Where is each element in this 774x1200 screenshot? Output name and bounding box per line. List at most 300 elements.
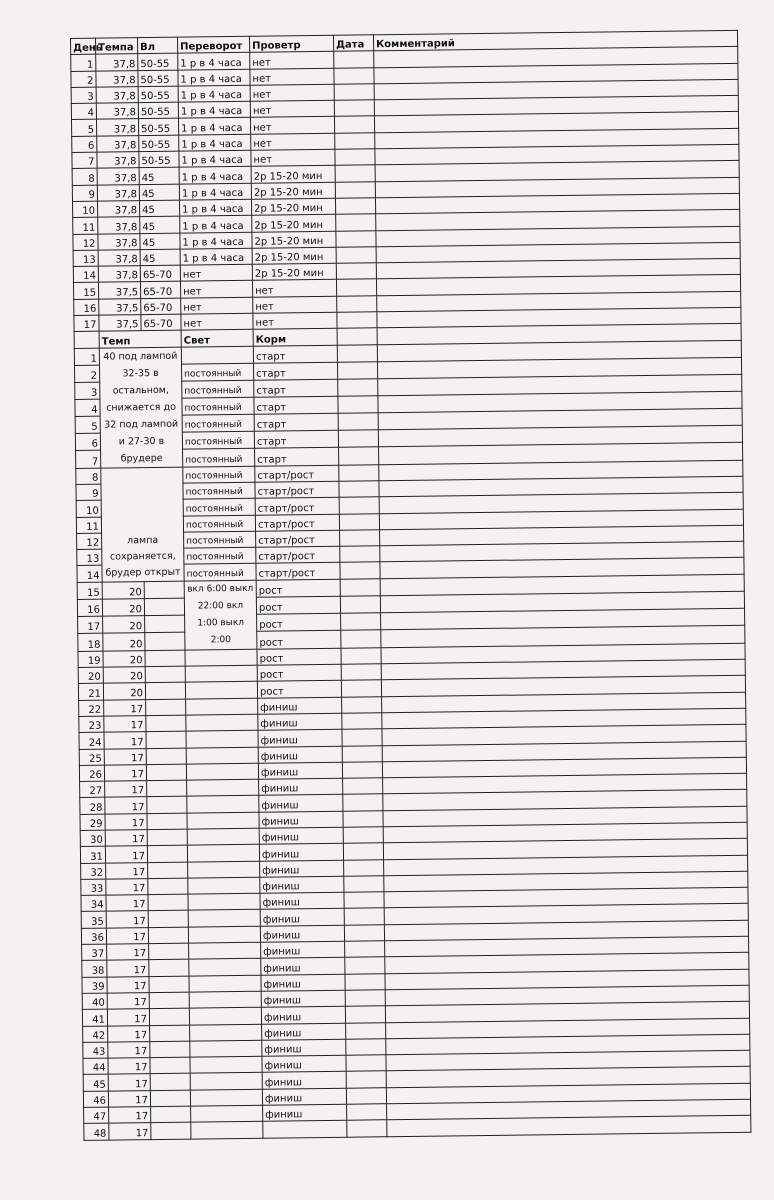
temp-cell: 37,8 <box>97 135 139 152</box>
light-cell <box>181 346 253 364</box>
day-cell: 2 <box>71 71 96 88</box>
date-cell <box>336 279 376 296</box>
date-cell <box>337 344 377 362</box>
humidity-cell: 65-70 <box>141 298 181 315</box>
day-cell: 19 <box>78 651 103 668</box>
date-cell <box>346 1087 386 1104</box>
light-cell <box>191 1105 263 1122</box>
day-cell: 33 <box>81 879 106 896</box>
turn-cell: 1 р в 4 часа <box>178 101 250 118</box>
day-cell: 15 <box>73 283 98 300</box>
blank-cell <box>149 943 189 960</box>
temp-cell: 37,8 <box>96 87 138 104</box>
humidity-cell: 50-55 <box>139 135 179 152</box>
day-cell: 23 <box>79 716 104 733</box>
blank-cell <box>144 581 184 599</box>
date-cell <box>344 908 384 925</box>
humidity-cell: 45 <box>140 233 180 250</box>
blank-cell <box>149 976 189 993</box>
humidity-cell: 50-55 <box>138 70 178 87</box>
temp-cell: 37,5 <box>98 282 140 299</box>
date-cell <box>340 546 380 563</box>
feed-cell: старт <box>254 379 338 397</box>
vent-cell: нет <box>251 149 335 166</box>
turn-cell: 1 р в 4 часа <box>178 85 250 102</box>
temp-cell: 37,8 <box>97 184 139 201</box>
turn-cell: 1 р в 4 часа <box>179 167 251 184</box>
feed-cell: финиш <box>258 713 342 730</box>
light-cell <box>190 1040 262 1057</box>
date-cell <box>335 149 375 166</box>
date-cell <box>335 133 375 150</box>
feed-cell: старт <box>254 431 338 449</box>
vent-cell: нет <box>250 52 334 69</box>
light-cell: постоянный <box>183 449 255 467</box>
temp-cell: 37,5 <box>99 315 141 332</box>
light-cell <box>188 910 260 927</box>
day-cell: 39 <box>82 977 107 994</box>
date-cell <box>335 165 375 182</box>
day-cell: 44 <box>83 1058 108 1075</box>
temp-cell: 17 <box>104 699 146 716</box>
date-cell <box>344 924 384 941</box>
feed-cell: финиш <box>259 844 343 861</box>
feed-cell: финиш <box>262 1072 346 1089</box>
blank-cell <box>150 1057 190 1074</box>
light-cell <box>188 926 260 943</box>
turn-cell: 1 р в 4 часа <box>179 199 251 216</box>
blank-cell <box>145 666 185 683</box>
date-cell <box>337 362 377 380</box>
feed-cell: финиш <box>259 811 343 828</box>
temp-cell: 20 <box>102 581 144 599</box>
blank-cell <box>147 845 187 862</box>
feed-cell: финиш <box>261 974 345 991</box>
day-cell: 17 <box>78 616 103 634</box>
vent-cell: 2р 15-20 мин <box>252 215 336 232</box>
feed-cell: финиш <box>259 795 343 812</box>
day-cell: 43 <box>83 1042 108 1059</box>
temp-cell: 17 <box>108 1074 150 1091</box>
date-cell <box>334 84 374 101</box>
day-cell: 8 <box>76 468 101 485</box>
feed-cell: финиш <box>258 697 342 714</box>
date-cell <box>341 647 381 664</box>
temp-cell: 37,8 <box>98 217 140 234</box>
turn-cell: 1 р в 4 часа <box>179 183 251 200</box>
date-cell <box>340 578 380 596</box>
day-cell: 11 <box>73 217 98 234</box>
vent-cell: нет <box>253 296 337 313</box>
day-cell: 32 <box>81 863 106 880</box>
light-cell <box>185 682 257 699</box>
humidity-cell: 50-55 <box>138 102 178 119</box>
turn-cell: нет <box>181 313 253 330</box>
date-cell <box>342 745 382 762</box>
light-cell <box>188 861 260 878</box>
temp-cell: 17 <box>106 895 148 912</box>
temp-cell: 37,8 <box>97 168 139 185</box>
feed-cell: финиш <box>260 909 344 926</box>
brood-header-temp: Темп <box>99 331 181 348</box>
blank-cell <box>144 598 184 616</box>
date-cell <box>347 1104 387 1121</box>
feed-cell: старт <box>255 448 339 466</box>
header-date: Дата <box>333 35 373 52</box>
temp-cell: 37,8 <box>97 201 139 218</box>
temp-cell: 17 <box>109 1123 151 1140</box>
humidity-cell: 50-55 <box>138 119 178 136</box>
date-cell <box>334 100 374 117</box>
feed-cell: старт/рост <box>255 514 339 531</box>
light-cell <box>187 796 259 813</box>
date-cell <box>344 876 384 893</box>
day-cell: 9 <box>76 484 101 501</box>
light-cell <box>189 975 261 992</box>
date-cell <box>345 973 385 990</box>
feed-cell: финиш <box>258 762 342 779</box>
feed-cell: финиш <box>262 1023 346 1040</box>
date-cell <box>345 1006 385 1023</box>
date-cell <box>334 51 374 68</box>
date-cell <box>347 1120 387 1137</box>
header-vent: Проветр <box>249 35 333 52</box>
date-cell <box>344 859 384 876</box>
date-cell <box>343 827 383 844</box>
day-cell: 40 <box>82 993 107 1010</box>
day-cell: 4 <box>75 399 100 416</box>
feed-cell: финиш <box>262 1039 346 1056</box>
day-cell: 18 <box>78 634 103 652</box>
date-cell <box>339 447 379 465</box>
feed-cell: старт/рост <box>256 563 340 580</box>
day-cell: 5 <box>72 120 97 137</box>
date-cell <box>342 729 382 746</box>
header-comment: Комментарий <box>373 30 737 51</box>
light-cell <box>189 959 261 976</box>
temp-cell: 37,8 <box>96 70 138 87</box>
feed-cell: финиш <box>260 925 344 942</box>
date-cell <box>339 481 379 498</box>
day-cell: 7 <box>72 152 97 169</box>
temp-cell: 37,8 <box>96 54 138 71</box>
day-cell: 5 <box>75 416 100 433</box>
humidity-cell: 45 <box>139 200 179 217</box>
turn-cell: 1 р в 4 часа <box>180 248 252 265</box>
temp-cell: 17 <box>109 1107 151 1124</box>
feed-cell: рост <box>256 579 340 597</box>
day-cell: 20 <box>78 667 103 684</box>
date-cell <box>339 497 379 514</box>
brood-header-day <box>74 332 99 349</box>
blank-cell <box>151 1122 191 1139</box>
date-cell <box>343 778 383 795</box>
feed-cell: рост <box>257 681 341 698</box>
day-cell: 6 <box>72 136 97 153</box>
temp-cell: 17 <box>105 781 147 798</box>
day-cell: 45 <box>83 1075 108 1092</box>
humidity-cell: 45 <box>140 216 180 233</box>
light-cell <box>187 845 259 862</box>
blank-cell <box>149 1008 189 1025</box>
light-cell <box>191 1122 263 1139</box>
light-cell: постоянный <box>183 482 255 499</box>
date-cell <box>340 530 380 547</box>
blank-cell <box>148 862 188 879</box>
day-cell: 21 <box>78 683 103 700</box>
day-cell: 13 <box>73 250 98 267</box>
light-cell <box>186 730 258 747</box>
day-cell: 3 <box>75 382 100 399</box>
blank-cell <box>148 911 188 928</box>
humidity-cell: 45 <box>140 249 180 266</box>
temp-cell: 17 <box>105 846 147 863</box>
day-cell: 14 <box>77 566 102 583</box>
feed-cell: финиш <box>261 958 345 975</box>
day-cell: 48 <box>84 1123 109 1140</box>
date-cell <box>338 430 378 448</box>
light-cell <box>189 1007 261 1024</box>
date-cell <box>337 328 377 345</box>
temp-cell: 17 <box>105 797 147 814</box>
blank-cell <box>147 797 187 814</box>
light-cell <box>190 1056 262 1073</box>
light-cell <box>187 812 259 829</box>
day-cell: 8 <box>72 169 97 186</box>
day-cell: 41 <box>82 1009 107 1026</box>
temp-cell: 17 <box>108 1041 150 1058</box>
blank-cell <box>146 715 186 732</box>
comment-cell <box>387 1116 751 1137</box>
vent-cell: нет <box>250 68 334 85</box>
temp-cell: 17 <box>107 976 149 993</box>
day-cell: 30 <box>80 830 105 847</box>
header-humidity: Вл <box>138 37 178 54</box>
feed-cell: финиш <box>259 827 343 844</box>
temp-cell: 17 <box>104 748 146 765</box>
temp-cell: 37,8 <box>96 103 138 120</box>
light-cell <box>190 1073 262 1090</box>
blank-cell <box>146 764 186 781</box>
date-cell <box>338 379 378 397</box>
day-cell: 37 <box>82 944 107 961</box>
date-cell <box>343 794 383 811</box>
temp-cell: 17 <box>106 878 148 895</box>
date-cell <box>343 843 383 860</box>
day-cell: 22 <box>79 700 104 717</box>
temp-cell: 20 <box>102 599 144 617</box>
date-cell <box>342 713 382 730</box>
light-cell <box>189 942 261 959</box>
day-cell: 13 <box>77 549 102 566</box>
turn-cell: нет <box>181 297 253 314</box>
feed-cell: финиш <box>263 1104 347 1121</box>
temp-cell: 17 <box>107 960 149 977</box>
date-cell <box>335 181 375 198</box>
light-cell: постоянный <box>183 515 255 532</box>
temp-cell: 17 <box>107 993 149 1010</box>
temp-cell: 17 <box>107 1009 149 1026</box>
date-cell <box>346 1055 386 1072</box>
temp-cell: 37,8 <box>96 119 138 136</box>
light-cell <box>189 991 261 1008</box>
day-cell: 35 <box>81 912 106 929</box>
humidity-cell: 45 <box>139 184 179 201</box>
day-cell: 38 <box>82 960 107 977</box>
date-cell <box>339 464 379 481</box>
temp-cell: 17 <box>104 764 146 781</box>
day-cell: 27 <box>80 781 105 798</box>
day-cell: 7 <box>76 451 101 468</box>
light-schedule-note: вкл 6:00 выкл 22:00 вкл 1:00 выкл 2:00 <box>184 580 257 650</box>
date-cell <box>345 941 385 958</box>
feed-cell: финиш <box>258 729 342 746</box>
day-cell: 6 <box>75 434 100 451</box>
temp-cell: 37,5 <box>99 298 141 315</box>
date-cell <box>336 214 376 231</box>
temp-cell: 37,8 <box>97 152 139 169</box>
temp-cell: 37,8 <box>98 266 140 283</box>
day-cell: 16 <box>74 299 99 316</box>
day-cell: 9 <box>72 185 97 202</box>
light-cell <box>186 714 258 731</box>
day-cell: 10 <box>72 201 97 218</box>
date-cell <box>341 680 381 697</box>
date-cell <box>334 67 374 84</box>
light-cell: постоянный <box>182 397 254 415</box>
blank-cell <box>146 731 186 748</box>
day-cell: 15 <box>77 582 102 600</box>
day-cell: 25 <box>79 749 104 766</box>
temp-cell: 17 <box>108 1058 150 1075</box>
turn-cell: нет <box>180 264 252 281</box>
day-cell: 2 <box>74 365 99 382</box>
header-turn: Переворот <box>177 36 249 53</box>
header-temp: Темпа <box>96 38 138 55</box>
feed-cell: финиш <box>261 1006 345 1023</box>
feed-cell: рост <box>257 613 341 631</box>
blank-cell <box>147 780 187 797</box>
temp-cell: 17 <box>105 830 147 847</box>
light-cell <box>185 649 257 666</box>
date-cell <box>342 762 382 779</box>
light-cell: постоянный <box>184 547 256 564</box>
blank-cell <box>147 829 187 846</box>
feed-cell: финиш <box>261 941 345 958</box>
temp-cell: 20 <box>103 667 145 684</box>
vent-cell: нет <box>250 100 334 117</box>
brood-header-light: Свет <box>181 330 253 347</box>
date-cell <box>338 413 378 431</box>
vent-cell: 2р 15-20 мин <box>251 166 335 183</box>
feed-cell: старт <box>253 362 337 380</box>
light-cell: постоянный <box>182 414 254 432</box>
feed-cell: финиш <box>262 1055 346 1072</box>
temp-cell: 17 <box>104 732 146 749</box>
feed-cell: финиш <box>258 746 342 763</box>
turn-cell: 1 р в 4 часа <box>178 69 250 86</box>
humidity-cell: 50-55 <box>139 151 179 168</box>
brood-header-feed: Корм <box>253 329 337 346</box>
feed-cell: старт <box>253 345 337 363</box>
temp-cell: 17 <box>105 813 147 830</box>
blank-cell <box>148 927 188 944</box>
day-cell: 10 <box>76 500 101 517</box>
temp-cell: 17 <box>106 911 148 928</box>
header-day: День <box>71 38 96 55</box>
temp-cell: 17 <box>104 716 146 733</box>
light-cell: постоянный <box>184 564 256 581</box>
humidity-cell: 65-70 <box>140 265 180 282</box>
date-cell <box>346 1071 386 1088</box>
feed-cell: старт/рост <box>256 546 340 563</box>
blank-cell <box>150 1041 190 1058</box>
date-cell <box>345 990 385 1007</box>
day-cell: 12 <box>77 533 102 550</box>
light-cell: постоянный <box>181 363 253 381</box>
day-cell: 1 <box>71 54 96 71</box>
feed-cell: старт <box>254 396 338 414</box>
turn-cell: 1 р в 4 часа <box>178 118 250 135</box>
date-cell <box>341 630 381 648</box>
lamp-temperature-note: 40 под лампой 32-35 в остальном, снижается до 32 под лампой и 27-30 в брудере <box>99 347 182 468</box>
feed-cell: финиш <box>261 990 345 1007</box>
day-cell: 24 <box>79 732 104 749</box>
light-cell <box>190 1089 262 1106</box>
humidity-cell: 65-70 <box>140 282 180 299</box>
blank-cell <box>148 878 188 895</box>
blank-cell <box>145 650 185 667</box>
feed-cell: финиш <box>259 778 343 795</box>
turn-cell: 1 р в 4 часа <box>179 134 251 151</box>
date-cell <box>335 198 375 215</box>
day-cell: 36 <box>81 928 106 945</box>
date-cell <box>346 1039 386 1056</box>
temp-cell: 37,8 <box>98 250 140 267</box>
vent-cell: нет <box>250 117 334 134</box>
date-cell <box>341 613 381 631</box>
incubation-log-table <box>70 30 751 1141</box>
humidity-cell: 50-55 <box>138 53 178 70</box>
humidity-cell: 50-55 <box>138 86 178 103</box>
date-cell <box>343 810 383 827</box>
temp-cell: 17 <box>106 862 148 879</box>
blank-cell <box>150 1025 190 1042</box>
day-cell: 17 <box>74 315 99 332</box>
light-cell <box>187 828 259 845</box>
day-cell: 42 <box>83 1026 108 1043</box>
turn-cell: нет <box>180 281 252 298</box>
date-cell <box>338 396 378 414</box>
blank-cell <box>146 699 186 716</box>
temp-cell: 17 <box>107 944 149 961</box>
blank-cell <box>145 633 185 651</box>
date-cell <box>334 116 374 133</box>
turn-cell: 1 р в 4 часа <box>180 216 252 233</box>
feed-cell: финиш <box>262 1088 346 1105</box>
day-cell: 16 <box>77 599 102 617</box>
date-cell <box>336 263 376 280</box>
feed-cell: рост <box>257 648 341 665</box>
blank-cell <box>149 959 189 976</box>
feed-cell: рост <box>256 596 340 614</box>
feed-cell <box>263 1121 347 1138</box>
light-cell <box>188 877 260 894</box>
date-cell <box>337 296 377 313</box>
temp-cell: 17 <box>108 1025 150 1042</box>
blank-cell <box>146 748 186 765</box>
date-cell <box>344 892 384 909</box>
